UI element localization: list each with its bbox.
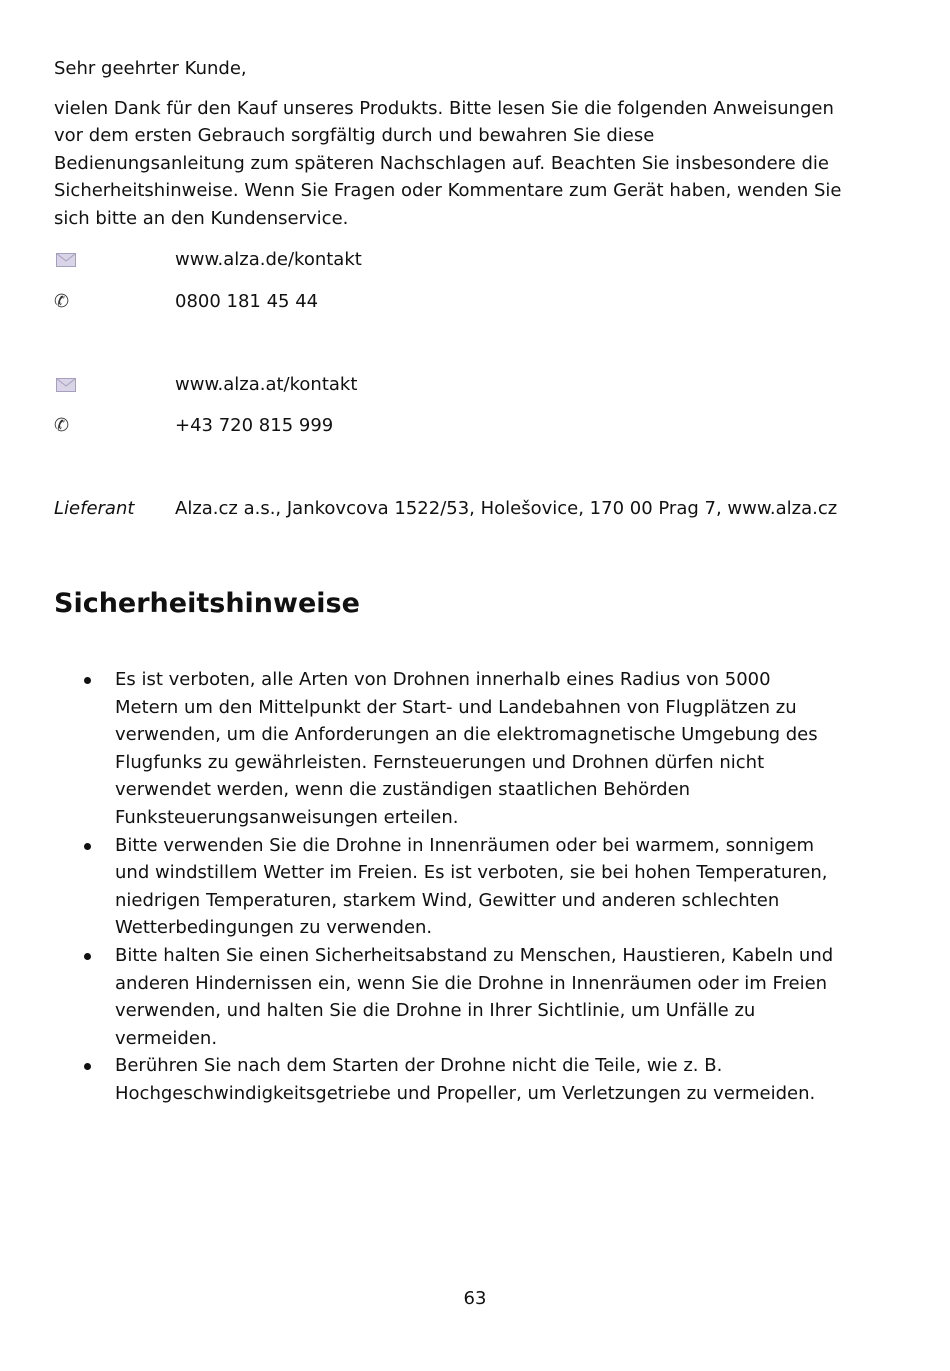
safety-item-text: Berühren Sie nach dem Starten der Drohne nicht die Teile, wie z. B. Hochgeschwindigkeitsgetriebe und Propeller, um Verletzungen zu vermeiden. (115, 1055, 816, 1104)
mail-icon-graphic (56, 378, 76, 392)
list-item (54, 832, 834, 942)
contact-phone-de: 0800 181 45 44 (175, 291, 319, 312)
supplier-label: Lieferant (54, 498, 135, 519)
list-item (54, 1052, 834, 1107)
mail-icon-graphic (56, 253, 76, 267)
intro-paragraph: vielen Dank für den Kauf unseres Produkts. Bitte lesen Sie die folgenden Anweisungen vor dem ersten Gebrauch sorgfältig durch und bewahren Sie diese Bedienungsanleitung zum späteren Nachschlagen auf. Beachten Sie insbesondere die Sicherheitshinweise. Wenn Sie Fragen oder Kommentare zum Gerät haben, wenden Sie sich bitte an den Kundenservice. (54, 98, 842, 229)
list-item (54, 666, 834, 832)
contact-row-web-at (54, 371, 844, 399)
phone-icon (54, 288, 78, 316)
safety-item-text: Bitte verwenden Sie die Drohne in Innenräumen oder bei warmem, sonnigem und windstillem Wetter im Freien. Es ist verboten, sie bei hohen Temperaturen, niedrigen Temperaturen, starkem Wind, Gewitter und anderen schlechten Wetterbedingungen zu verwenden. (115, 834, 828, 939)
phone-icon (54, 412, 78, 440)
contact-phone-at: +43 720 815 999 (175, 415, 334, 436)
page-number: 63 (463, 1288, 487, 1309)
mail-icon (54, 246, 78, 274)
safety-item-text: Bitte halten Sie einen Sicherheitsabstand zu Menschen, Haustieren, Kabeln und anderen Hindernissen ein, wenn Sie die Drohne in Innenräumen oder im Freien verwenden, und halten Sie die Drohne in Ihrer Sichtlinie, um Unfälle zu vermeiden. (115, 944, 834, 1049)
bullet-icon (84, 843, 91, 850)
contact-web-at[interactable]: www.alza.at/kontakt (175, 374, 358, 395)
contact-row-phone-at (54, 412, 844, 440)
contact-row-web-de (54, 246, 844, 274)
contact-row-phone-de (54, 288, 844, 316)
section-title-safety: Sicherheitshinweise (54, 588, 360, 619)
phone-icon-glyph: ✆ (54, 415, 70, 436)
list-item (54, 942, 834, 1052)
safety-list (54, 666, 834, 1108)
bullet-icon (84, 1063, 91, 1070)
supplier-row (54, 495, 844, 523)
supplier-address: Alza.cz a.s., Jankovcova 1522/53, Holešovice, 170 00 Prag 7, www.alza.cz (175, 498, 838, 519)
bullet-icon (84, 953, 91, 960)
mail-icon (54, 371, 78, 399)
phone-icon-glyph: ✆ (54, 291, 70, 312)
safety-item-text: Es ist verboten, alle Arten von Drohnen innerhalb eines Radius von 5000 Metern um den Mittelpunkt der Start- und Landebahnen von Flugplätzen zu verwenden, um die Anforderungen an die elektromagnetische Umgebung des Flugfunks zu gewährleisten. Fernsteuerungen und Drohnen dürfen nicht verwendet werden, wenn die zuständigen staatlichen Behörden Funksteuerungsanweisungen erteilen. (115, 669, 818, 828)
bullet-icon (84, 677, 91, 684)
greeting: Sehr geehrter Kunde, (54, 58, 247, 79)
contact-web-de[interactable]: www.alza.de/kontakt (175, 249, 362, 270)
